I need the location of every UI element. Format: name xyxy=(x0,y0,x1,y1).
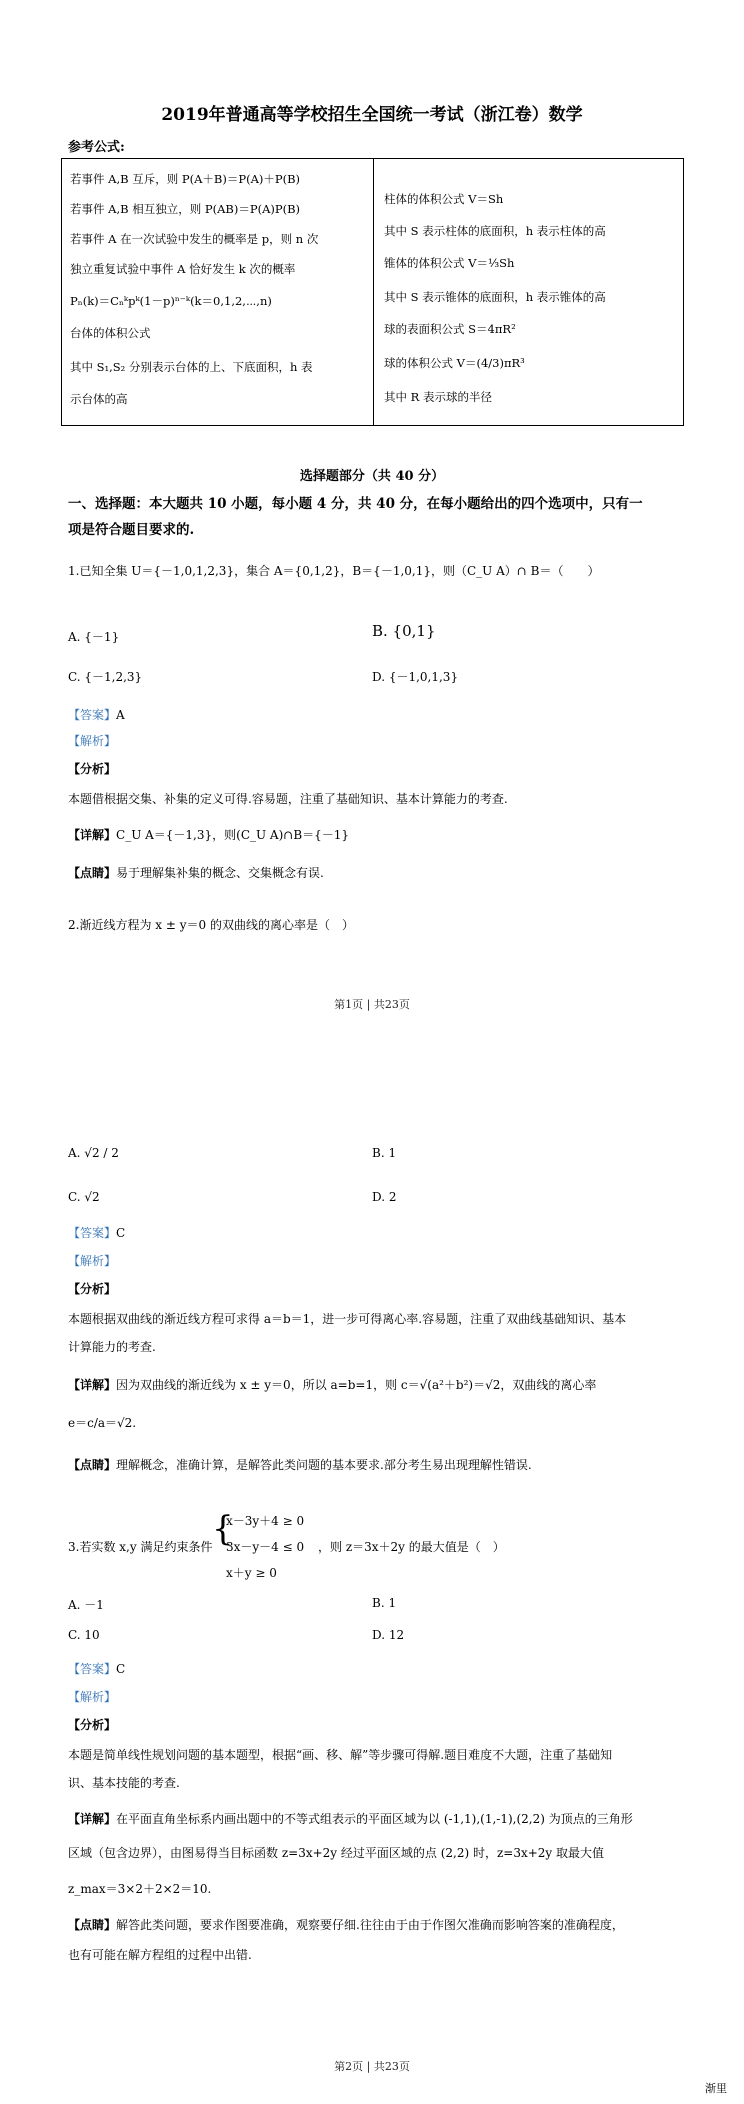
q2-stem: 2.渐近线方程为 x ± y＝0 的双曲线的离心率是（ ） xyxy=(68,918,354,932)
q1-fenxi-label: 【分析】 xyxy=(68,762,117,776)
q3-constraint-1: x－3y＋4 ≥ 0 xyxy=(226,1514,305,1528)
q3-option-b: B. 1 xyxy=(372,1596,397,1610)
q1-option-d: D. {－1,0,1,3} xyxy=(372,670,459,684)
q1-option-a: A. {－1} xyxy=(68,630,120,644)
formula-right-7: 其中 R 表示球的半径 xyxy=(384,390,492,404)
section-title: 选择题部分（共 40 分） xyxy=(299,469,445,484)
q3-option-d: D. 12 xyxy=(372,1628,405,1642)
q1-detail: C_U A＝{－1,3}，则(C_U A)∩B＝{－1} xyxy=(116,828,350,842)
formula-right-3: 锥体的体积公式 V＝⅓Sh xyxy=(384,256,515,270)
formula-heading: 参考公式: xyxy=(68,140,125,155)
formula-right-4: 其中 S 表示锥体的底面积，h 表示锥体的高 xyxy=(384,290,606,304)
q3-option-c: C. 10 xyxy=(68,1628,100,1642)
formula-table xyxy=(61,158,684,426)
formula-right-5: 球的表面积公式 S＝4πR² xyxy=(384,322,516,336)
q1-comment: 易于理解集补集的概念、交集概念有误. xyxy=(116,866,324,880)
q1-answer-line xyxy=(68,706,125,723)
q3-fenxi-2: 识、基本技能的考查. xyxy=(68,1776,180,1790)
q2-answer-line xyxy=(68,1224,125,1241)
q2-answer: C xyxy=(116,1226,126,1240)
q3-option-a: A. －1 xyxy=(68,1598,104,1612)
comment-label: 【点睛】 xyxy=(68,1458,117,1472)
q2-option-a: A. √2 / 2 xyxy=(68,1146,119,1160)
q1-answer: A xyxy=(116,708,125,722)
comment-label: 【点睛】 xyxy=(68,866,117,880)
formula-left-7: 其中 S₁,S₂ 分别表示台体的上、下底面积，h 表 xyxy=(70,360,313,374)
q1-comment-line xyxy=(68,864,324,881)
q2-option-d: D. 2 xyxy=(372,1190,397,1204)
table-divider xyxy=(373,159,374,425)
q3-comment-2: 也有可能在解方程组的过程中出错. xyxy=(68,1948,252,1962)
q3-constraint-3: x＋y ≥ 0 xyxy=(226,1566,277,1580)
formula-left-6: 台体的体积公式 xyxy=(70,326,151,340)
q3-fenxi-1: 本题是简单线性规划问题的基本题型，根据“画、移、解”等步骤可得解.题目难度不大题，注重了基础知 xyxy=(68,1748,613,1762)
q1-detail-line xyxy=(68,826,349,843)
q3-detail-line xyxy=(68,1810,633,1827)
q1-analysis-label: 【解析】 xyxy=(68,734,117,748)
formula-left-2: 若事件 A,B 相互独立，则 P(AB)＝P(A)P(B) xyxy=(70,202,301,216)
q1-fenxi: 本题借根据交集、补集的定义可得.容易题，注重了基础知识、基本计算能力的考查. xyxy=(68,792,508,806)
formula-left-3: 若事件 A 在一次试验中发生的概率是 p，则 n 次 xyxy=(70,232,319,246)
q2-comment-line xyxy=(68,1456,532,1473)
part-heading-line-2: 项是符合题目要求的. xyxy=(68,522,195,538)
page-footer-1: 第1页 | 共23页 xyxy=(334,998,410,1011)
q2-detail-1: 因为双曲线的渐近线为 x ± y＝0，所以 a=b=1，则 c＝√(a²＋b²)＝√2，双曲线的离心率 xyxy=(116,1378,597,1392)
q2-comment: 理解概念，准确计算，是解答此类问题的基本要求.部分考生易出现理解性错误. xyxy=(116,1458,532,1472)
q3-stem-prefix: 3.若实数 x,y 满足约束条件 xyxy=(68,1540,213,1554)
q1-option-c: C. {－1,2,3} xyxy=(68,670,143,684)
q2-option-c: C. √2 xyxy=(68,1190,100,1204)
formula-right-2: 其中 S 表示柱体的底面积，h 表示柱体的高 xyxy=(384,224,606,238)
q3-constraint-2: 3x－y－4 ≤ 0 xyxy=(226,1540,305,1554)
page-footer-2: 第2页 | 共23页 xyxy=(334,2060,410,2073)
q3-comment-line xyxy=(68,1916,624,1933)
answer-label: 【答案】 xyxy=(68,1226,117,1240)
detail-label: 【详解】 xyxy=(68,1378,117,1392)
detail-label: 【详解】 xyxy=(68,1812,117,1826)
q3-stem-suffix: ，则 z＝3x＋2y 的最大值是（ ） xyxy=(318,1540,505,1554)
q3-fenxi-label: 【分析】 xyxy=(68,1718,117,1732)
q3-detail-1: 在平面直角坐标系内画出题中的不等式组表示的平面区域为以 (-1,1),(1,-1),(2,2) 为顶点的三角形 xyxy=(116,1812,633,1826)
q3-comment-1: 解答此类问题，要求作图要准确，观察要仔细.往往由于由于作图欠准确而影响答案的准确程度， xyxy=(116,1918,624,1932)
formula-right-6: 球的体积公式 V＝(4/3)πR³ xyxy=(384,356,525,370)
q2-fenxi-1: 本题根据双曲线的渐近线方程可求得 a＝b＝1，进一步可得离心率.容易题，注重了双曲线基础知识、基本 xyxy=(68,1312,627,1326)
q3-answer: C xyxy=(116,1662,126,1676)
q2-fenxi-2: 计算能力的考查. xyxy=(68,1340,156,1354)
q2-detail-2: e＝c/a＝√2. xyxy=(68,1416,137,1430)
q3-analysis-label: 【解析】 xyxy=(68,1690,117,1704)
formula-left-5: Pₙ(k)＝Cₙᵏpᵏ(1－p)ⁿ⁻ᵏ(k＝0,1,2,⋯,n) xyxy=(70,294,272,308)
formula-left-8: 示台体的高 xyxy=(70,392,128,406)
formula-right-1: 柱体的体积公式 V＝Sh xyxy=(384,192,504,206)
q3-brace: { xyxy=(212,1509,234,1549)
q2-detail-line xyxy=(68,1376,596,1393)
page-title: 2019年普通高等学校招生全国统一考试（浙江卷）数学 xyxy=(161,105,583,125)
q3-answer-line xyxy=(68,1660,125,1677)
q3-detail-3: z_max＝3×2＋2×2＝10. xyxy=(68,1882,212,1896)
q2-fenxi-label: 【分析】 xyxy=(68,1282,117,1296)
formula-left-1: 若事件 A,B 互斥，则 P(A＋B)＝P(A)＋P(B) xyxy=(70,172,301,186)
q1-option-b: B. {0,1} xyxy=(372,622,436,640)
q1-stem: 1.已知全集 U＝{－1,0,1,2,3}，集合 A＝{0,1,2}，B＝{－1,0,1}，则（C_U A）∩ B＝（ ） xyxy=(68,564,600,578)
part-heading-line-1: 一、选择题：本大题共 10 小题，每小题 4 分，共 40 分，在每小题给出的四个选项中，只有一 xyxy=(68,496,643,512)
detail-label: 【详解】 xyxy=(68,828,117,842)
q2-analysis-label: 【解析】 xyxy=(68,1254,117,1268)
q3-detail-2: 区域（包含边界），由图易得当目标函数 z=3x+2y 经过平面区域的点 (2,2) 时，z=3x+2y 取最大值 xyxy=(68,1846,605,1860)
formula-left-4: 独立重复试验中事件 A 恰好发生 k 次的概率 xyxy=(70,262,296,276)
answer-label: 【答案】 xyxy=(68,708,117,722)
answer-label: 【答案】 xyxy=(68,1662,117,1676)
corner-mark: 渐里 xyxy=(705,2082,727,2095)
comment-label: 【点睛】 xyxy=(68,1918,117,1932)
q2-option-b: B. 1 xyxy=(372,1146,397,1160)
